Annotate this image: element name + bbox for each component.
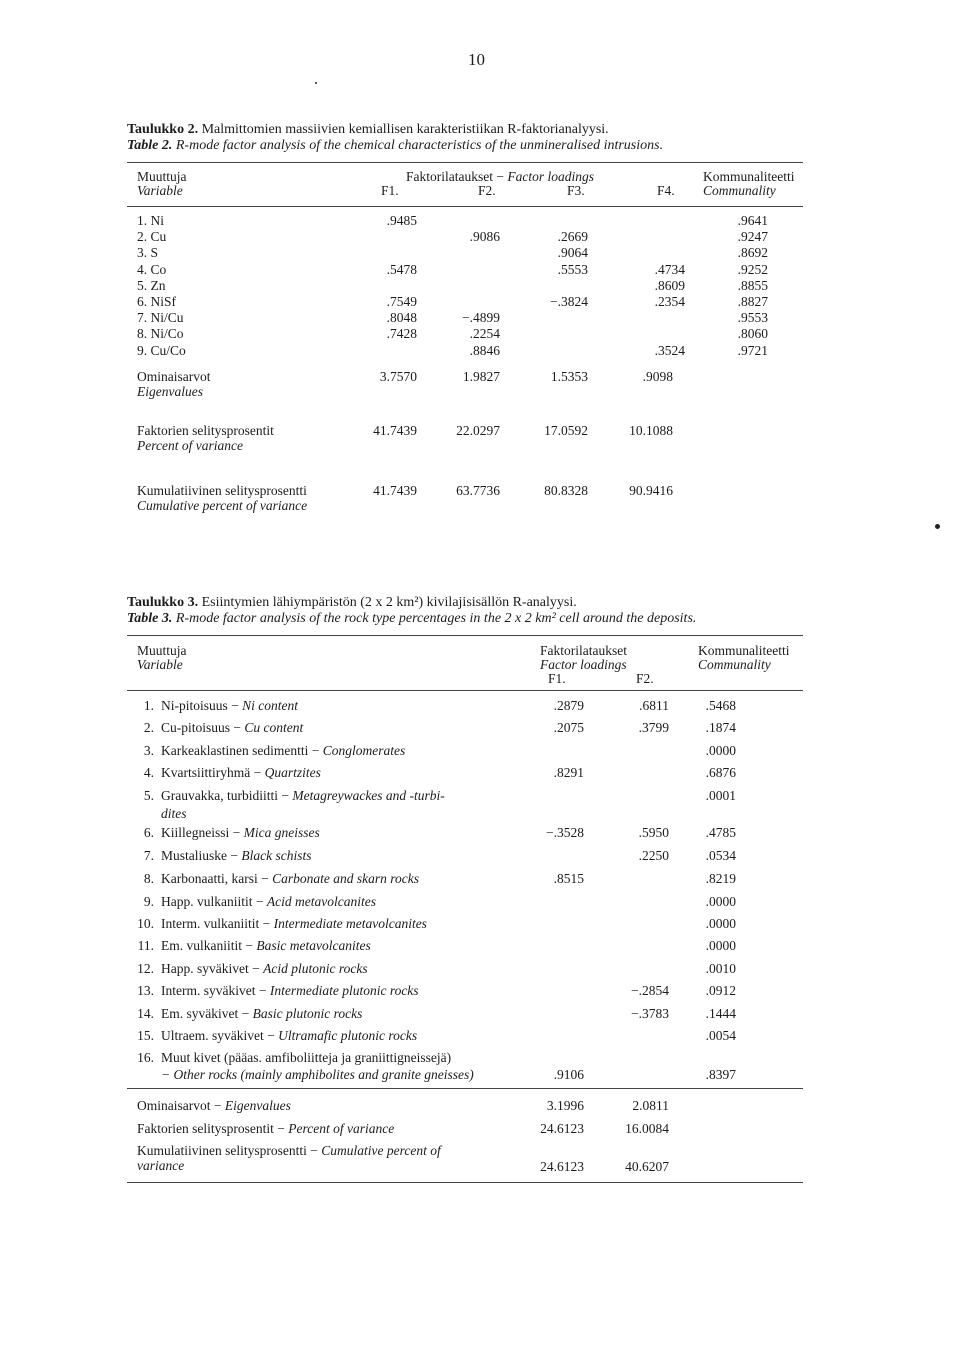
page-number: 10 (468, 50, 485, 69)
t3-head-f1: F1. (548, 671, 566, 686)
table-cell-f1: .2075 (553, 720, 584, 735)
table-row-variable: 6. NiSf (137, 294, 177, 309)
table-cell-f2: .8846 (469, 342, 500, 358)
table2-title-fi: Malmittomien massiivien kemiallisen karakteristiikan R-faktorianalyysi. (201, 122, 609, 137)
table-cell-f1: .7549 (386, 294, 417, 309)
table3-label-fi: Taulukko 3. (127, 595, 199, 610)
table-cell-comm: .8060 (737, 326, 768, 342)
table-cell-comm: .8855 (737, 277, 768, 293)
table3-caption-fi (127, 595, 577, 611)
summary-label-en: Cumulative percent of (321, 1143, 441, 1158)
row-label-en: Acid metavolcanites (266, 894, 376, 909)
summary-value-f4: 10.1088 (629, 423, 673, 438)
summary-value-f2: 1.9827 (462, 369, 500, 384)
t2-head-f4: F4. (657, 183, 675, 198)
table-cell-comm: .8219 (705, 871, 736, 886)
summary-value-f1: 41.7439 (373, 423, 417, 438)
row-label-en-cont: dites (161, 806, 187, 821)
summary-value-f1: 41.7439 (373, 483, 417, 498)
row-label-en: Mica gneisses (243, 825, 320, 840)
row-label-fi: Karbonaatti, karsi − (161, 871, 269, 886)
t3-head-variable-en: Variable (137, 657, 183, 672)
summary-value-f2: 22.0297 (456, 423, 500, 438)
summary-value-f1: 3.1996 (546, 1098, 584, 1113)
table-cell-comm: .9721 (737, 342, 768, 358)
table-row-variable: 9. Cu/Co (137, 342, 186, 358)
row-label (161, 1028, 417, 1044)
row-label-fi: Happ. syväkivet − (161, 961, 260, 976)
summary-label-fi: Faktorien selitysprosentit − (137, 1121, 285, 1136)
table-cell-comm: .0000 (705, 938, 736, 953)
table-cell-f1: .5478 (386, 261, 417, 277)
table-cell-comm: .9553 (737, 310, 768, 326)
table3-label-en: Table 3. (127, 611, 173, 626)
t2-head-communality-en: Communality (703, 183, 776, 198)
table3-title-en: R-mode factor analysis of the rock type percentages in the 2 x 2 km² cell around the deposits. (175, 611, 697, 626)
row-label-en: − Other rocks (mainly amphibolites and granite gneisses) (161, 1067, 474, 1082)
t2-head-variable-en: Variable (137, 183, 183, 198)
t3-head-communality-fi: Kommunaliteetti (698, 643, 790, 658)
row-label-fi: Ultraem. syväkivet − (161, 1028, 275, 1043)
table-cell-f2: .2254 (469, 326, 500, 342)
table-cell-comm: .9247 (737, 229, 768, 245)
table2-caption-en (127, 138, 663, 154)
summary-value-f4: 90.9416 (629, 483, 673, 498)
summary-label-en: Percent of variance (288, 1121, 395, 1136)
row-label (161, 1006, 362, 1022)
summary-label-en: Eigenvalues (137, 384, 203, 399)
speck-mark (315, 82, 317, 84)
row-label-fi: Muut kivet (pääas. amfiboliitteja ja graniittigneissejä) (161, 1050, 452, 1065)
table-cell-f2: −.3783 (631, 1006, 669, 1021)
row-number: 13. (137, 983, 154, 998)
table-cell-f4: .4734 (654, 261, 685, 277)
row-number: 1. (143, 698, 154, 713)
row-label (161, 698, 298, 714)
summary-value-f2: 16.0084 (625, 1121, 669, 1136)
table3-top-rule (127, 635, 803, 636)
row-label (161, 765, 321, 781)
table-cell-comm: .0001 (705, 788, 736, 803)
row-number: 11. (137, 938, 154, 953)
summary-label-en: Eigenvalues (224, 1098, 291, 1113)
summary-label-fi: Kumulatiivinen selitysprosentti − (137, 1143, 318, 1158)
t2-head-variable-fi: Muuttuja (137, 169, 187, 184)
t2-head-f3: F3. (567, 183, 585, 198)
row-number: 16. (137, 1050, 154, 1065)
table-cell-comm: .8692 (737, 245, 768, 261)
row-label-en: Ultramafic plutonic rocks (278, 1028, 418, 1043)
row-label (161, 894, 376, 910)
margin-dot (935, 524, 940, 529)
table-cell-f2: .9086 (469, 229, 500, 245)
summary-value-f1: 24.6123 (540, 1121, 584, 1136)
table-cell-f2: .5950 (638, 825, 669, 840)
row-label-en: Intermediate metavolcanites (273, 916, 427, 931)
row-label-en: Black schists (241, 848, 312, 863)
summary-label-fi: Ominaisarvot − (137, 1098, 222, 1113)
row-label-fi: Grauvakka, turbidiitti − (161, 788, 289, 803)
table-cell-comm: .8827 (737, 294, 768, 309)
row-label (161, 1050, 451, 1066)
row-number: 10. (137, 916, 154, 931)
t3-head-variable-fi: Muuttuja (137, 643, 187, 658)
row-number: 2. (143, 720, 154, 735)
table-cell-comm: .1874 (705, 720, 736, 735)
table-cell-f1: .8291 (553, 765, 584, 780)
table-cell-comm: .1444 (705, 1006, 736, 1021)
summary-value-f1: 24.6123 (540, 1159, 584, 1174)
row-label-fi: Em. vulkaniitit − (161, 938, 253, 953)
table-row-variable: 7. Ni/Cu (137, 310, 184, 326)
row-label-en: Ni content (242, 698, 298, 713)
table3-bottom-rule (127, 1182, 803, 1183)
summary-value-f3: 80.8328 (544, 483, 588, 498)
row-label-en: Cu content (244, 720, 304, 735)
row-label-en: Conglomerates (322, 743, 406, 758)
table-cell-comm: .0912 (705, 983, 736, 998)
t2-head-loadings-en: Factor loadings (507, 169, 594, 184)
row-label-fi: Interm. syväkivet − (161, 983, 267, 998)
row-number: 7. (143, 848, 154, 863)
summary-label-fi: Faktorien selitysprosentit (137, 423, 274, 438)
table-cell-f4: .2354 (654, 294, 685, 309)
row-label (161, 961, 368, 977)
table-cell-f2: .2250 (638, 848, 669, 863)
table-cell-comm: .5468 (705, 698, 736, 713)
summary-label-en: Cumulative percent of variance (137, 498, 308, 513)
table-cell-f1: .8515 (553, 871, 584, 886)
table2-head-rule (127, 206, 803, 207)
t3-head-communality-en: Communality (698, 657, 771, 672)
summary-label (137, 1098, 291, 1114)
table-cell-f3: .5553 (557, 261, 588, 277)
row-number: 6. (143, 825, 154, 840)
row-number: 15. (137, 1028, 154, 1043)
table-cell-comm: .0000 (705, 894, 736, 909)
table-row-variable: 2. Cu (137, 229, 167, 245)
table-row-variable: 3. S (137, 245, 159, 261)
table-cell-f1: .7428 (386, 326, 417, 342)
row-label-fi: Ni-pitoisuus − (161, 698, 239, 713)
t2-head-f2: F2. (478, 183, 496, 198)
table-cell-comm: .8397 (705, 1067, 736, 1082)
row-label (161, 871, 419, 887)
row-label (161, 788, 445, 804)
table-cell-comm: .0010 (705, 961, 736, 976)
row-label (161, 916, 427, 932)
table-cell-f2: −.2854 (631, 983, 669, 998)
row-label (161, 743, 405, 759)
t3-head-loadings-fi: Faktorilataukset (540, 643, 627, 658)
table2-label-fi: Taulukko 2. (127, 122, 199, 137)
row-label-en: Acid plutonic rocks (263, 961, 368, 976)
row-label (161, 983, 419, 999)
row-number: 3. (143, 743, 154, 758)
t2-head-f1: F1. (381, 183, 399, 198)
summary-value-f3: 1.5353 (550, 369, 588, 384)
row-number: 4. (143, 765, 154, 780)
table-cell-f2: .6811 (639, 698, 669, 713)
table-cell-f4: .8609 (654, 277, 685, 293)
summary-value-f2: 2.0811 (632, 1098, 669, 1113)
summary-label-en: Percent of variance (137, 438, 243, 453)
table-row-variable: 8. Ni/Co (137, 326, 184, 342)
row-label-en: Basic plutonic rocks (252, 1006, 363, 1021)
t3-head-f2: F2. (636, 671, 654, 686)
table3-title-fi: Esiintymien lähiympäristön (2 x 2 km²) kivilajisisällön R-analyysi. (201, 595, 577, 610)
table-cell-f1: .8048 (386, 310, 417, 326)
table-cell-comm: .9641 (737, 213, 768, 228)
row-label-en: Intermediate plutonic rocks (269, 983, 419, 998)
row-label-fi: Em. syväkivet − (161, 1006, 250, 1021)
t2-head-loadings-fi: Faktorilataukset − (406, 169, 504, 184)
summary-label (137, 1143, 441, 1159)
row-label-fi: Happ. vulkaniitit − (161, 894, 264, 909)
row-label-fi: Kvartsiittiryhmä − (161, 765, 262, 780)
t2-head-communality-fi: Kommunaliteetti (703, 169, 795, 184)
summary-value-f1: 3.7570 (379, 369, 417, 384)
table-cell-f1: .9106 (553, 1067, 584, 1082)
table-row-variable: 4. Co (137, 261, 167, 277)
table3-head-rule (127, 690, 803, 691)
summary-value-f3: 17.0592 (544, 423, 588, 438)
row-label-en: Basic metavolcanites (256, 938, 371, 953)
summary-label-fi: Kumulatiivinen selitysprosentti (137, 483, 307, 498)
table-cell-comm: .0054 (705, 1028, 736, 1043)
row-label-fi: Kiillegneissi − (161, 825, 241, 840)
table-cell-f1: .2879 (553, 698, 584, 713)
table-cell-f2: .3799 (638, 720, 669, 735)
table2-label-en: Table 2. (127, 138, 173, 153)
row-label-en: Metagreywackes and -turbi- (292, 788, 445, 803)
row-number: 14. (137, 1006, 154, 1021)
table-cell-f2: −.4899 (462, 310, 500, 326)
table3-body-rule (127, 1088, 803, 1089)
table2-title-en: R-mode factor analysis of the chemical characteristics of the unmineralised intrusions. (175, 138, 664, 153)
row-label (161, 720, 303, 736)
table3-caption-en (127, 611, 696, 627)
row-label (161, 848, 312, 864)
row-number: 12. (137, 961, 154, 976)
table-cell-comm: .0000 (705, 743, 736, 758)
summary-label-en-cont: variance (137, 1158, 185, 1173)
table-cell-comm: .0000 (705, 916, 736, 931)
t3-head-loadings-en: Factor loadings (540, 657, 627, 672)
row-label (161, 825, 320, 841)
table-cell-f4: .3524 (654, 342, 685, 358)
table-cell-f1: .9485 (386, 213, 417, 228)
summary-value-f2: 40.6207 (625, 1159, 669, 1174)
table-cell-f1: −.3528 (546, 825, 584, 840)
table-row-variable: 1. Ni (137, 213, 164, 228)
row-number: 5. (143, 788, 154, 803)
row-label-en: Quartzites (264, 765, 321, 780)
table-cell-f3: .2669 (557, 229, 588, 245)
row-number: 8. (143, 871, 154, 886)
table-cell-f3: −.3824 (550, 294, 588, 309)
table-cell-comm: .4785 (705, 825, 736, 840)
table-row-variable: 5. Zn (137, 277, 166, 293)
row-label-en: Carbonate and skarn rocks (272, 871, 419, 886)
table2-caption-fi (127, 122, 609, 138)
table-cell-comm: .9252 (737, 261, 768, 277)
summary-value-f4: .9098 (642, 369, 673, 384)
table-cell-comm: .6876 (705, 765, 736, 780)
row-label-fi: Cu-pitoisuus − (161, 720, 241, 735)
row-label-fi: Karkeaklastinen sedimentti − (161, 743, 320, 758)
t2-head-loadings (406, 169, 594, 185)
row-label-fi: Mustaliuske − (161, 848, 238, 863)
row-number: 9. (143, 894, 154, 909)
table-cell-f3: .9064 (557, 245, 588, 261)
table-cell-comm: .0534 (705, 848, 736, 863)
row-label-fi: Interm. vulkaniitit − (161, 916, 271, 931)
summary-value-f2: 63.7736 (456, 483, 500, 498)
table2-top-rule (127, 162, 803, 163)
summary-label (137, 1121, 394, 1137)
summary-label-fi: Ominaisarvot (137, 369, 211, 384)
row-label (161, 938, 371, 954)
